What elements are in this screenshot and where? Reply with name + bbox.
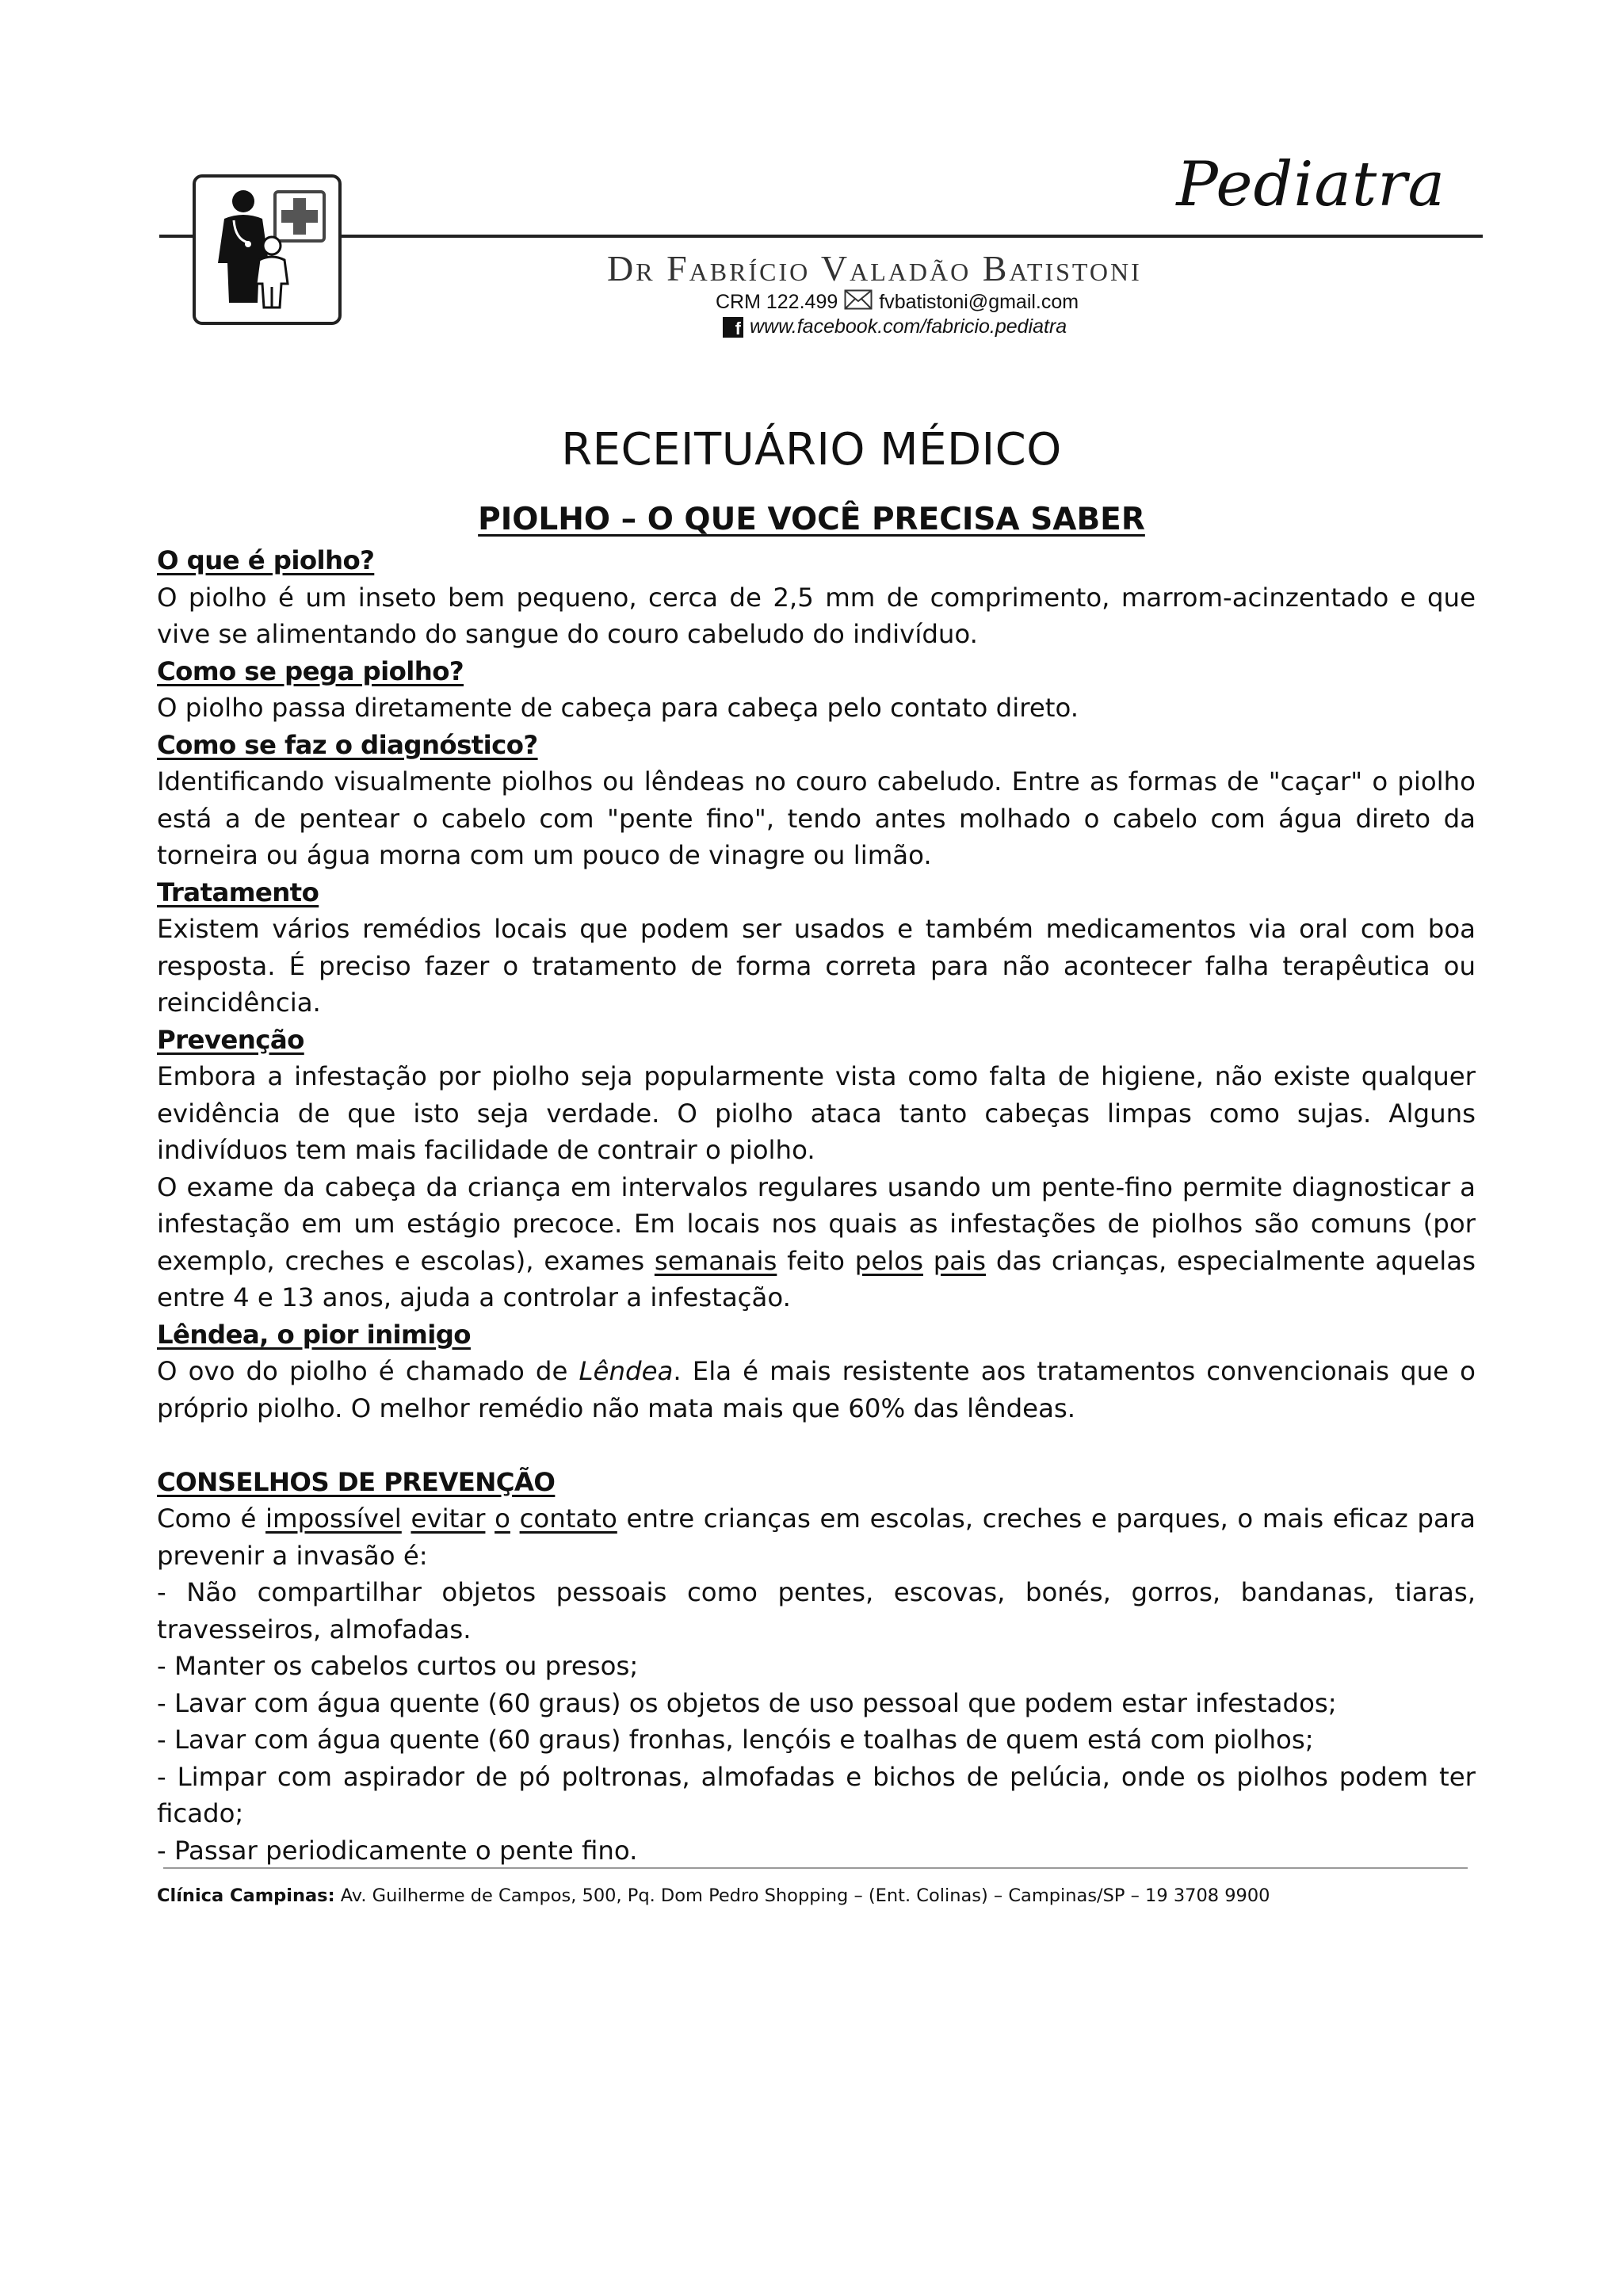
advice-item: - Limpar com aspirador de pó poltronas, almofadas e bichos de pelúcia, onde os piolhos podem ter ficado; — [157, 1761, 1476, 1828]
section-heading-prevention: Prevenção — [157, 1024, 304, 1055]
text-run-underlined: pais — [933, 1245, 987, 1276]
text-run — [485, 1503, 495, 1534]
doctor-name: Dr Fabrício Valadão Batistoni — [607, 248, 1142, 288]
advice-item: - Lavar com água quente (60 graus) os objetos de uso pessoal que podem estar infestados; — [157, 1687, 1337, 1718]
section-heading-nit: Lêndea, o pior inimigo — [157, 1319, 471, 1350]
section-heading-how-caught: Como se pega piolho? — [157, 655, 464, 686]
advice-item: - Manter os cabelos curtos ou presos; — [157, 1651, 639, 1681]
document-body — [157, 542, 1476, 1869]
footer-label: Clínica Campinas: — [157, 1885, 335, 1906]
facebook-line — [723, 315, 1067, 338]
section-text-nit — [157, 1353, 1476, 1427]
text-run-underlined: pelos — [854, 1245, 923, 1276]
crm-number: CRM 122.499 — [716, 291, 838, 313]
facebook-icon: f — [723, 317, 743, 338]
text-run-underlined: impossível — [265, 1503, 402, 1534]
section-heading-advice: CONSELHOS DE PREVENÇÃO — [157, 1466, 556, 1497]
doctor-child-logo-icon — [193, 174, 342, 325]
advice-intro — [157, 1500, 1476, 1574]
text-run — [402, 1503, 411, 1534]
section-text-prevention-1: Embora a infestação por piolho seja popularmente vista como falta de higiene, não existe qualquer evidência de que isto seja verdade. O piolho ataca tanto cabeças limpas como sujas. Alguns indivíduos tem mais facilidade de contrair o piolho. — [157, 1061, 1476, 1165]
text-run: O ovo do piolho é chamado de — [157, 1356, 579, 1386]
footer-address-text: Av. Guilherme de Campos, 500, Pq. Dom Pedro Shopping – (Ent. Colinas) – Campinas/SP – 19 3708 9900 — [334, 1885, 1270, 1906]
brand-script: Pediatra — [1176, 149, 1445, 220]
section-heading-what-is: O que é piolho? — [157, 545, 375, 575]
text-run — [923, 1246, 934, 1276]
text-run: feito — [777, 1245, 855, 1276]
section-text-diagnosis: Identificando visualmente piolhos ou lêndeas no couro cabeludo. Entre as formas de "caçar" o piolho está a de pentear o cabelo com "pente fino", tendo antes molhado o cabelo com água direto da torneira ou água morna com um pouco de vinagre ou limão. — [157, 766, 1476, 870]
footer-address — [157, 1885, 1270, 1906]
contact-line — [716, 289, 1079, 315]
advice-item: - Não compartilhar objetos pessoais como pentes, escovas, bonés, gorros, bandanas, tiaras, travesseiros, almofadas. — [157, 1577, 1476, 1645]
section-text-prevention-2 — [157, 1169, 1476, 1316]
advice-item: - Lavar com água quente (60 graus) fronhas, lençóis e toalhas de quem está com piolhos; — [157, 1725, 1314, 1755]
header-rule-right — [342, 235, 1483, 238]
text-run-underlined: semanais — [654, 1245, 777, 1276]
page-subtitle: PIOLHO – O QUE VOCÊ PRECISA SABER — [478, 502, 1145, 537]
text-run — [510, 1503, 520, 1534]
text-run: das crianças, especialmente aquelas entre 4 e 13 anos, ajuda a controlar a infestação. — [157, 1245, 1476, 1312]
text-run-underlined: contato — [519, 1503, 617, 1534]
facebook-link[interactable]: www.facebook.com/fabricio.pediatra — [750, 315, 1067, 338]
section-text-treatment: Existem vários remédios locais que podem ser usados e também medicamentos via oral com boa resposta. É preciso fazer o tratamento de forma correta para não acontecer falha terapêutica ou reincidência. — [157, 914, 1476, 1018]
paragraph-gap — [157, 1427, 1476, 1464]
email-link[interactable]: fvbatistoni@gmail.com — [879, 291, 1079, 313]
header-rule-left — [159, 235, 194, 238]
footer-divider — [163, 1867, 1468, 1869]
text-run-italic: Lêndea — [579, 1356, 674, 1386]
text-run-underlined: o — [495, 1503, 510, 1534]
envelope-icon — [844, 289, 873, 315]
page-title: RECEITUÁRIO MÉDICO — [561, 424, 1062, 476]
text-run: entre crianças em escolas, creches e parques, o mais eficaz para prevenir a invasão é: — [157, 1503, 1476, 1571]
section-heading-treatment: Tratamento — [157, 877, 319, 907]
advice-item: - Passar periodicamente o pente fino. — [157, 1835, 638, 1866]
section-text-how-caught: O piolho passa diretamente de cabeça para cabeça pelo contato direto. — [157, 693, 1079, 723]
text-run: O exame da cabeça da criança em intervalos regulares usando um pente-fino permite diagnosticar a infestação em um estágio precoce. Em locais nos quais as infestações de piolhos são comuns (por exemplo, creches e escolas), exames — [157, 1171, 1476, 1276]
section-text-what-is: O piolho é um inseto bem pequeno, cerca de 2,5 mm de comprimento, marrom-acinzentado e que vive se alimentando do sangue do couro cabeludo do indivíduo. — [157, 582, 1476, 649]
text-run-underlined: evitar — [411, 1503, 486, 1534]
section-heading-diagnosis: Como se faz o diagnóstico? — [157, 729, 538, 760]
text-run: Como é — [157, 1503, 266, 1534]
text-run: . Ela é mais resistente aos tratamentos convencionais que o próprio piolho. O melhor remédio não mata mais que 60% das lêndeas. — [157, 1356, 1476, 1423]
